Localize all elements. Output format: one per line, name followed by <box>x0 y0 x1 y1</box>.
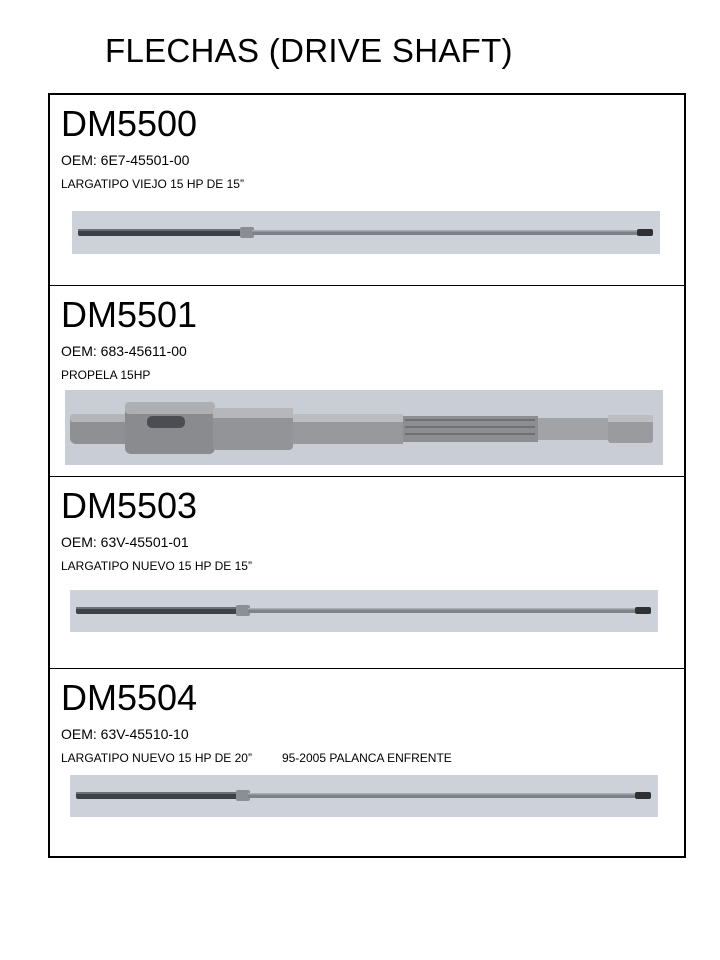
description-text: LARGATIPO NUEVO 15 HP DE 20” <box>61 751 252 765</box>
drive-shaft-photo <box>70 775 658 817</box>
product-row <box>50 476 684 668</box>
drive-shaft-photo <box>70 590 658 632</box>
model-year-note: 95-2005 PALANCA ENFRENTE <box>281 751 452 765</box>
oem-number: OEM: 6E7-45501-00 <box>61 152 190 168</box>
product-code: DM5501 <box>61 294 198 335</box>
description-text: LARGATIPO NUEVO 15 HP DE 15” <box>61 559 252 573</box>
drive-shaft-photo <box>72 211 660 254</box>
product-row <box>50 95 684 285</box>
product-code: DM5500 <box>61 103 198 144</box>
product-description <box>61 751 452 765</box>
product-description <box>61 559 252 573</box>
description-text: PROPELA 15HP <box>61 368 151 382</box>
description-text: LARGATIPO VIEJO 15 HP DE 15” <box>61 177 244 191</box>
page-title: FLECHAS (DRIVE SHAFT) <box>105 32 513 69</box>
product-code: DM5504 <box>61 677 198 718</box>
product-table <box>48 93 686 858</box>
product-description <box>61 368 150 382</box>
product-row <box>50 668 684 856</box>
product-code: DM5503 <box>61 485 198 526</box>
product-row <box>50 285 684 476</box>
oem-number: OEM: 63V-45501-01 <box>61 534 189 550</box>
propeller-shaft-photo <box>65 390 663 465</box>
product-description <box>61 177 244 191</box>
oem-number: OEM: 683-45611-00 <box>61 343 187 359</box>
oem-number: OEM: 63V-45510-10 <box>61 726 189 742</box>
